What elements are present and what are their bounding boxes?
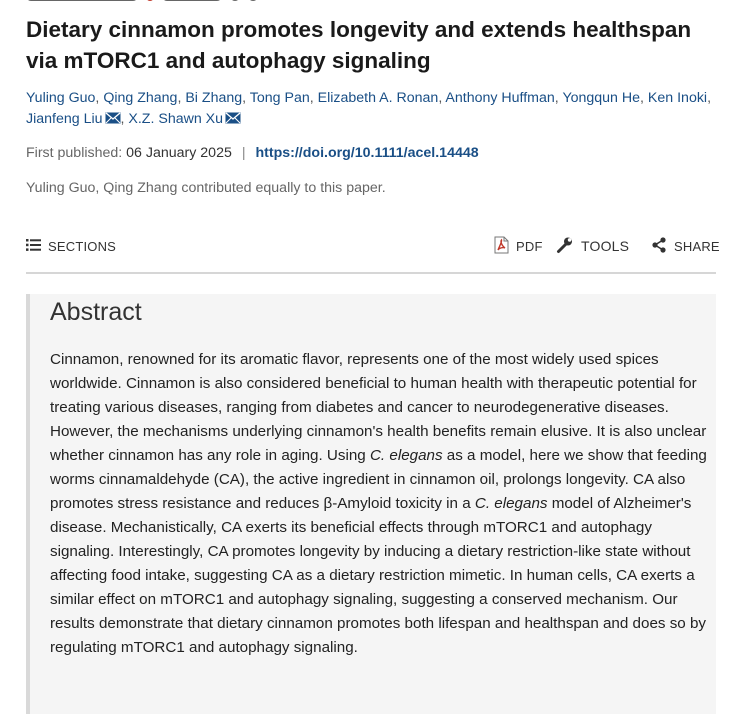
envelope-icon[interactable]: [225, 110, 241, 122]
tools-button[interactable]: [556, 232, 629, 260]
author-separator: ,: [554, 90, 563, 106]
author-link[interactable]: [648, 90, 707, 106]
separator: |: [241, 145, 246, 161]
author-link[interactable]: [26, 111, 121, 127]
author-name: Tong Pan: [249, 90, 310, 106]
author-link[interactable]: [185, 90, 242, 106]
pdf-button[interactable]: [494, 232, 543, 260]
wrench-icon: [556, 236, 574, 257]
sections-button[interactable]: [26, 232, 116, 260]
author-link[interactable]: [103, 90, 177, 106]
author-name: Jianfeng Liu: [26, 111, 103, 127]
author-separator: ,: [309, 90, 318, 106]
share-label: SHARE: [674, 238, 720, 254]
envelope-icon[interactable]: [105, 110, 121, 122]
abstract-text: [50, 348, 710, 660]
author-name: Qing Zhang: [103, 90, 178, 106]
author-list: [26, 88, 716, 130]
author-link[interactable]: [128, 111, 241, 127]
species-name: C. elegans: [369, 447, 443, 464]
article-toolbar: [26, 232, 720, 260]
author-separator: ,: [177, 90, 186, 106]
author-link[interactable]: [250, 90, 310, 106]
author-link[interactable]: [318, 90, 439, 106]
pdf-label: PDF: [516, 238, 543, 254]
tools-label: TOOLS: [581, 238, 630, 254]
abstract-accent-bar: [26, 294, 30, 714]
cropped-control: [230, 0, 240, 1]
cropped-control: [248, 0, 258, 1]
share-button[interactable]: [651, 232, 720, 260]
author-separator: ,: [242, 90, 250, 106]
author-separator: ,: [640, 90, 648, 106]
cropped-control: [162, 0, 222, 1]
species-name: C. elegans: [474, 495, 548, 512]
author-name: Anthony Huffman: [445, 90, 555, 106]
doi-link[interactable]: https://doi.org/10.1111/acel.14448: [255, 145, 479, 161]
abstract-text-segment: as a model, here we show that feeding worms cinnamaldehyde (CA), the active ingredient in cinnamon oil, prolongs longevity. CA also promotes stress resistance and reduces β-Amyloid toxicity in a: [50, 447, 707, 512]
author-name: Elizabeth A. Ronan: [317, 90, 439, 106]
author-link[interactable]: [562, 90, 640, 106]
cropped-control: [146, 0, 154, 1]
sections-label: SECTIONS: [48, 238, 117, 254]
abstract-section: [26, 294, 716, 714]
first-published-label: First published:: [26, 145, 123, 161]
abstract-heading: Abstract: [50, 298, 142, 326]
cropped-control: [26, 0, 138, 1]
author-separator: ,: [120, 111, 129, 127]
author-name: Bi Zhang: [185, 90, 243, 106]
abstract-text-segment: Cinnamon, renowned for its aromatic flavor, represents one of the most widely used spices worldwide. Cinnamon is also considered beneficial to human health with therapeutic potential for treating various diseases, ranging from diabetes and cancer to neurodegenerative diseases. However, the mechanisms underlying cinnamon's health benefits remain elusive. It is also unclear whether cinnamon has any role in aging. Using: [50, 351, 707, 464]
list-icon: [26, 239, 41, 254]
abstract-text-segment: model of Alzheimer's disease. Mechanistically, CA exerts its beneficial effects through mTORC1 and autophagy signaling. Interestingly, CA promotes longevity by inducing a dietary restriction-like state without affecting food intake, suggesting CA as a dietary restriction mimetic. In human cells, CA exerts a similar effect on mTORC1 and autophagy signaling, suggesting a conserved mechanism. Our results demonstrate that dietary cinnamon promotes both lifespan and healthspan and does so by regulating mTORC1 and autophagy signaling.: [50, 495, 706, 656]
contribution-note: Yuling Guo, Qing Zhang contributed equally to this paper.: [26, 180, 386, 196]
author-name: Yongqun He: [562, 90, 641, 106]
divider: [26, 272, 716, 274]
first-published-date: 06 January 2025: [126, 145, 232, 161]
author-name: Ken Inoki: [647, 90, 708, 106]
cropped-top-controls: [26, 0, 258, 3]
author-separator: ,: [707, 90, 712, 106]
publication-info: [26, 145, 479, 161]
share-icon: [651, 237, 667, 256]
author-link[interactable]: [445, 90, 554, 106]
author-separator: ,: [438, 90, 446, 106]
article-title: Dietary cinnamon promotes longevity and extends healthspan via mTORC1 and autophagy signaling: [26, 17, 692, 73]
author-name: X.Z. Shawn Xu: [128, 111, 224, 127]
pdf-file-icon: [494, 236, 509, 257]
author-link[interactable]: [26, 90, 95, 106]
author-name: Yuling Guo: [26, 90, 96, 106]
author-separator: ,: [95, 90, 104, 106]
